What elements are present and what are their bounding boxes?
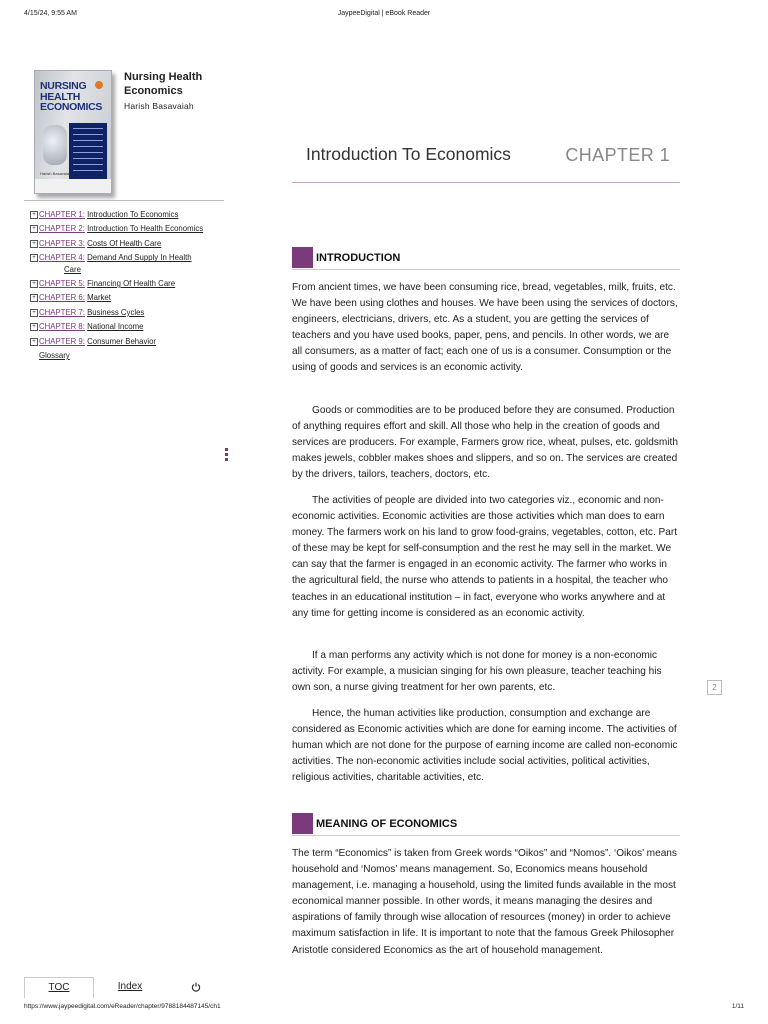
print-page: 1/11	[731, 1003, 744, 1010]
cover-artwork	[43, 125, 67, 165]
toc-chapter-name[interactable]: Business Cycles	[87, 307, 145, 317]
chapter-divider	[292, 182, 680, 183]
section-heading-introduction	[292, 247, 680, 270]
toc-chapter-label[interactable]: CHAPTER 1:	[39, 210, 85, 219]
expand-icon[interactable]: +	[30, 211, 38, 219]
bottom-tab-bar	[24, 977, 224, 997]
page-number-badge: 2	[707, 680, 722, 695]
section-title: MEANING OF ECONOMICS	[316, 818, 458, 830]
toc-chapter-label[interactable]: CHAPTER 6:	[39, 293, 85, 303]
expand-icon[interactable]: +	[30, 338, 38, 346]
toc-chapter-name[interactable]: Costs Of Health Care	[87, 238, 162, 248]
book-author: Harish Basavaiah	[124, 101, 194, 111]
expand-icon[interactable]: +	[30, 240, 38, 248]
print-title: JaypeeDigital | eBook Reader	[337, 10, 431, 17]
cover-contents-panel	[69, 123, 107, 185]
paragraph-text: If a man performs any activity which is not done for money is a non-economic activity. For example, a musician singing for his own pleasure, teacher teaching his own son, a nurse giving treatment for her own parents, etc.	[292, 650, 662, 694]
intro-paragraph-4	[292, 648, 680, 696]
toc-item[interactable]	[30, 291, 224, 305]
paragraph-text: Goods or commodities are to be produced before they are consumed. Production of anything requires effort and skill. All those who help in the creation of goods and services are producers. For example, Farmers grow rice, wheat, pulses, etc. goldsmith makes jewels, cobbler makes shoes and slippers, and so on. The services are created by the drivers, tailors, teachers, doctors, etc.	[292, 405, 678, 481]
toc-item[interactable]	[30, 320, 224, 334]
expand-icon[interactable]: +	[30, 323, 38, 331]
expand-icon[interactable]: +	[30, 309, 38, 317]
toc-item[interactable]	[30, 251, 224, 277]
intro-paragraph-3	[292, 493, 680, 622]
expand-icon[interactable]: +	[30, 254, 38, 262]
toc-item[interactable]	[30, 306, 224, 320]
chapter-header	[306, 144, 676, 170]
expand-icon[interactable]: +	[30, 294, 38, 302]
toc-item[interactable]	[30, 222, 224, 236]
toc-chapter-name[interactable]: Market	[87, 293, 111, 303]
toc-chapter-name[interactable]: Introduction To Health Economics	[87, 224, 204, 234]
power-icon[interactable]	[184, 977, 208, 997]
toc-list	[30, 208, 224, 363]
toc-chapter-name[interactable]: Consumer Behavior	[87, 336, 157, 346]
print-date: 4/15/24, 9:55 AM	[24, 10, 77, 17]
toc-chapter-label[interactable]: CHAPTER 5:	[39, 279, 85, 289]
book-title-line1: Nursing Health	[124, 71, 203, 83]
paragraph-text: Hence, the human activities like production, consumption and exchange are considered as Economic activities which are done for earning income. The activities of human which are not done for the purpose of earning income are called non-economic activities. The non-economic activities include social activities, political activities, religious activities, charitable activities, etc.	[292, 708, 678, 784]
cover-title: NURSING HEALTH ECONOMICS	[40, 80, 103, 113]
paragraph-text: The activities of people are divided into two categories viz., economic and non-economic activities. Economic activities are those activities which man does to earn money. The farmers work on his land to grow food-grains, vegetables, cotton, etc. Part of these may be kept for self-consumption and the rest he may sell in the market. We can say that the farmer is engaged in an economic activity. The farmer who works in the agricultural field, the nurse who attends to patients in a hospital, the teacher who teaches in an educational institution – in fact, everyone who works anywhere and at any time for getting income is considered as an economic activity.	[292, 495, 678, 619]
toc-item[interactable]	[30, 237, 224, 251]
book-title	[124, 70, 202, 98]
toc-item[interactable]	[30, 208, 224, 222]
meaning-paragraph	[292, 846, 680, 959]
toc-item[interactable]	[30, 277, 224, 291]
toc-chapter-label[interactable]: CHAPTER 9:	[39, 336, 85, 346]
toc-chapter-label[interactable]: CHAPTER 3:	[39, 238, 85, 248]
toc-chapter-name[interactable]: Financing Of Health Care	[87, 279, 176, 289]
chapter-title: Introduction To Economics	[306, 144, 511, 164]
toc-chapter-name[interactable]: National Income	[87, 322, 144, 332]
book-cover	[34, 70, 112, 194]
print-url: https://www.jaypeedigital.com/eReader/chapter/9788184487145/ch1	[24, 1003, 221, 1010]
book-title-line2: Economics	[124, 85, 183, 97]
cover-strip	[35, 179, 111, 193]
section-title: INTRODUCTION	[316, 252, 401, 264]
cover-logo-icon	[95, 81, 103, 89]
sidebar-divider	[24, 200, 224, 201]
toc-chapter-label[interactable]: CHAPTER 4:	[39, 253, 85, 263]
intro-paragraph-2	[292, 403, 680, 483]
cover-author: Harish Basavaiah	[40, 171, 72, 176]
section-marker	[292, 247, 313, 268]
section-marker	[292, 813, 313, 834]
paragraph-text: From ancient times, we have been consuming rice, bread, vegetables, milk, fruits, etc. We have been using clothes and houses. We have been using the services of doctors, engineers, electricians, drivers, etc. As a student, you are getting the services of teachers and you have used books, paper, pens, and pencils. In other words, we are all consumers, as a matter of fact; each one of us is a consumer. Consumption or the using of goods and services is an economic activity.	[292, 282, 678, 374]
section-heading-meaning	[292, 813, 680, 836]
expand-icon[interactable]: +	[30, 225, 38, 233]
toc-chapter-label[interactable]: CHAPTER 8:	[39, 322, 85, 332]
chapter-number: CHAPTER 1	[565, 145, 670, 165]
expand-icon[interactable]: +	[30, 280, 38, 288]
sidebar-resize-handle-icon[interactable]	[225, 448, 228, 463]
intro-paragraph-5	[292, 706, 680, 786]
paragraph-text: The term “Economics” is taken from Greek words “Oikos” and “Nomos”. ‘Oikos’ means household and ‘Nomos’ means management. So, Economics means household management, i.e. managing a household, using the limited funds available in the most economical manner possible. In other words, it means managing the desires and aspirations of family through wise allocation of resources (money) in order to achieve maximum satisfaction in life. It is important to note that the famous Greek Philosopher Aristotle considered Economics as the art of household management.	[292, 848, 677, 956]
sidebar	[24, 62, 224, 982]
toc-chapter-name[interactable]: Introduction To Economics	[87, 210, 179, 219]
toc-chapter-label[interactable]: CHAPTER 2:	[39, 224, 85, 234]
intro-paragraph-1	[292, 280, 680, 377]
toc-item[interactable]	[30, 335, 224, 349]
tab-toc[interactable]: TOC	[24, 977, 94, 998]
toc-glossary-link[interactable]: Glossary	[39, 351, 70, 361]
toc-chapter-name[interactable]: Demand And Supply In Health	[87, 253, 192, 263]
toc-chapter-name-cont[interactable]: Care	[64, 264, 81, 274]
toc-chapter-label[interactable]: CHAPTER 7:	[39, 307, 85, 317]
tab-index[interactable]: Index	[117, 981, 143, 992]
